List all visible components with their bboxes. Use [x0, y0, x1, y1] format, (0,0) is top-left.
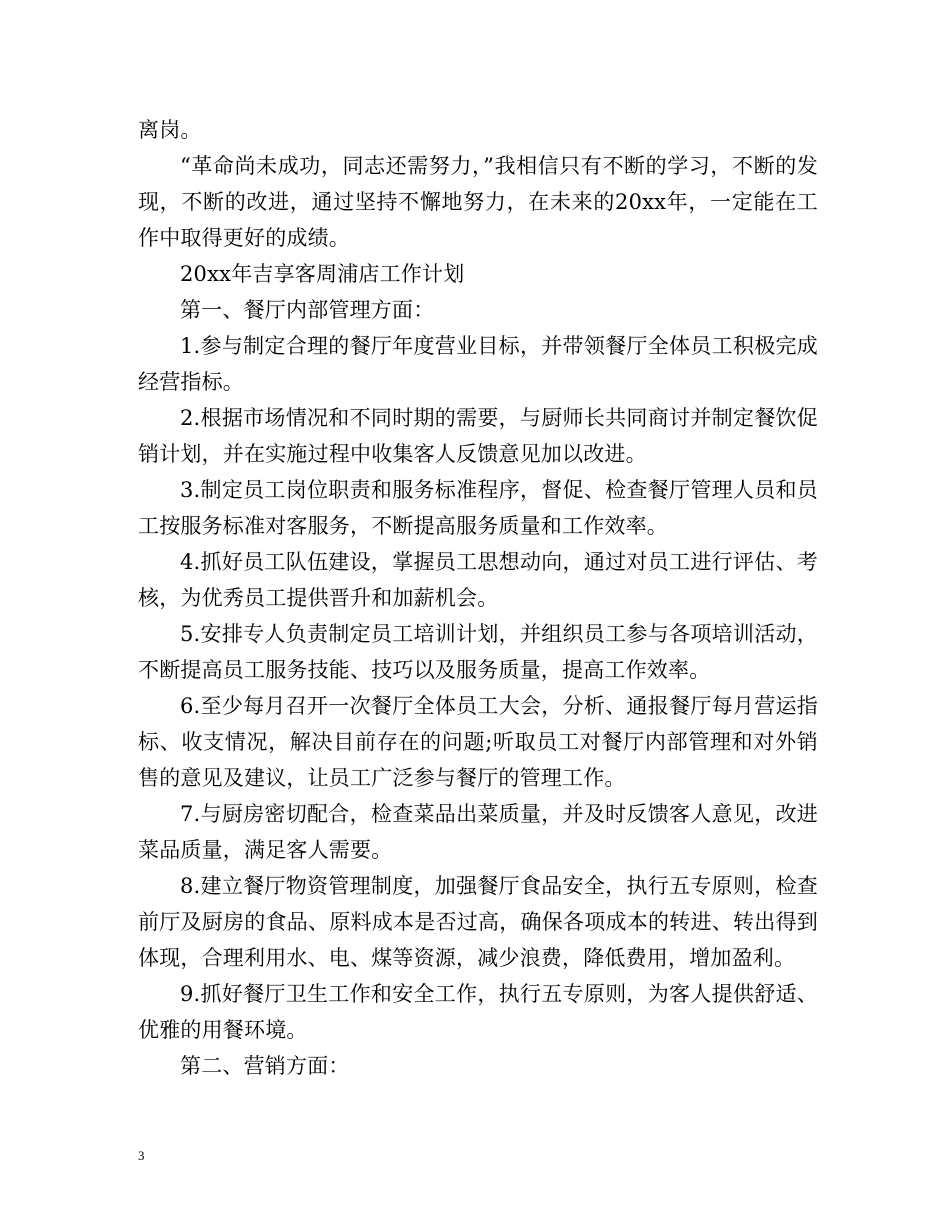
section-heading-marketing: 第二、营销方面：	[180, 1054, 350, 1078]
list-item-6: 6.至少每月召开一次餐厅全体员工大会，分析、通报餐厅每月营运指标、收支情况，解决目前存在的问题;听取员工对餐厅内部管理和对外销售的意见及建议，让员工广泛参与餐厅的管理工作。	[138, 694, 818, 790]
page-number: 3	[138, 1148, 145, 1163]
list-item-7: 7.与厨房密切配合，检查菜品出菜质量，并及时反馈客人意见，改进菜品质量，满足客人需要。	[138, 802, 818, 862]
list-item-5: 5.安排专人负责制定员工培训计划，并组织员工参与各项培训活动，不断提高员工服务技能、技巧以及服务质量，提高工作效率。	[138, 622, 818, 682]
list-item-9: 9.抓好餐厅卫生工作和安全工作，执行五专原则，为客人提供舒适、优雅的用餐环境。	[138, 982, 818, 1042]
list-item-4: 4.抓好员工队伍建设，掌握员工思想动向，通过对员工进行评估、考核，为优秀员工提供晋升和加薪机会。	[138, 550, 818, 610]
list-item-2: 2.根据市场情况和不同时期的需要，与厨师长共同商讨并制定餐饮促销计划，并在实施过程中收集客人反馈意见加以改进。	[138, 406, 818, 466]
list-item-8: 8.建立餐厅物资管理制度，加强餐厅食品安全，执行五专原则，检查前厅及厨房的食品、原料成本是否过高，确保各项成本的转进、转出得到体现，合理利用水、电、煤等资源，减少浪费，降低费用，增加盈利。	[138, 874, 818, 970]
list-item-1: 1.参与制定合理的餐厅年度营业目标，并带领餐厅全体员工积极完成经营指标。	[138, 334, 818, 394]
section-title-work-plan: 20xx年吉享客周浦店工作计划	[180, 262, 465, 286]
list-item-3: 3.制定员工岗位职责和服务标准程序，督促、检查餐厅管理人员和员工按服务标准对客服务，不断提高服务质量和工作效率。	[138, 478, 818, 538]
paragraph-revolution-quote: “革命尚未成功，同志还需努力，”我相信只有不断的学习，不断的发现，不断的改进，通过坚持不懈地努力，在未来的20xx年，一定能在工作中取得更好的成绩。	[138, 154, 818, 250]
paragraph-continuation: 离岗。	[138, 118, 202, 142]
section-heading-internal-management: 第一、餐厅内部管理方面：	[180, 298, 435, 322]
document-body	[138, 112, 818, 1084]
